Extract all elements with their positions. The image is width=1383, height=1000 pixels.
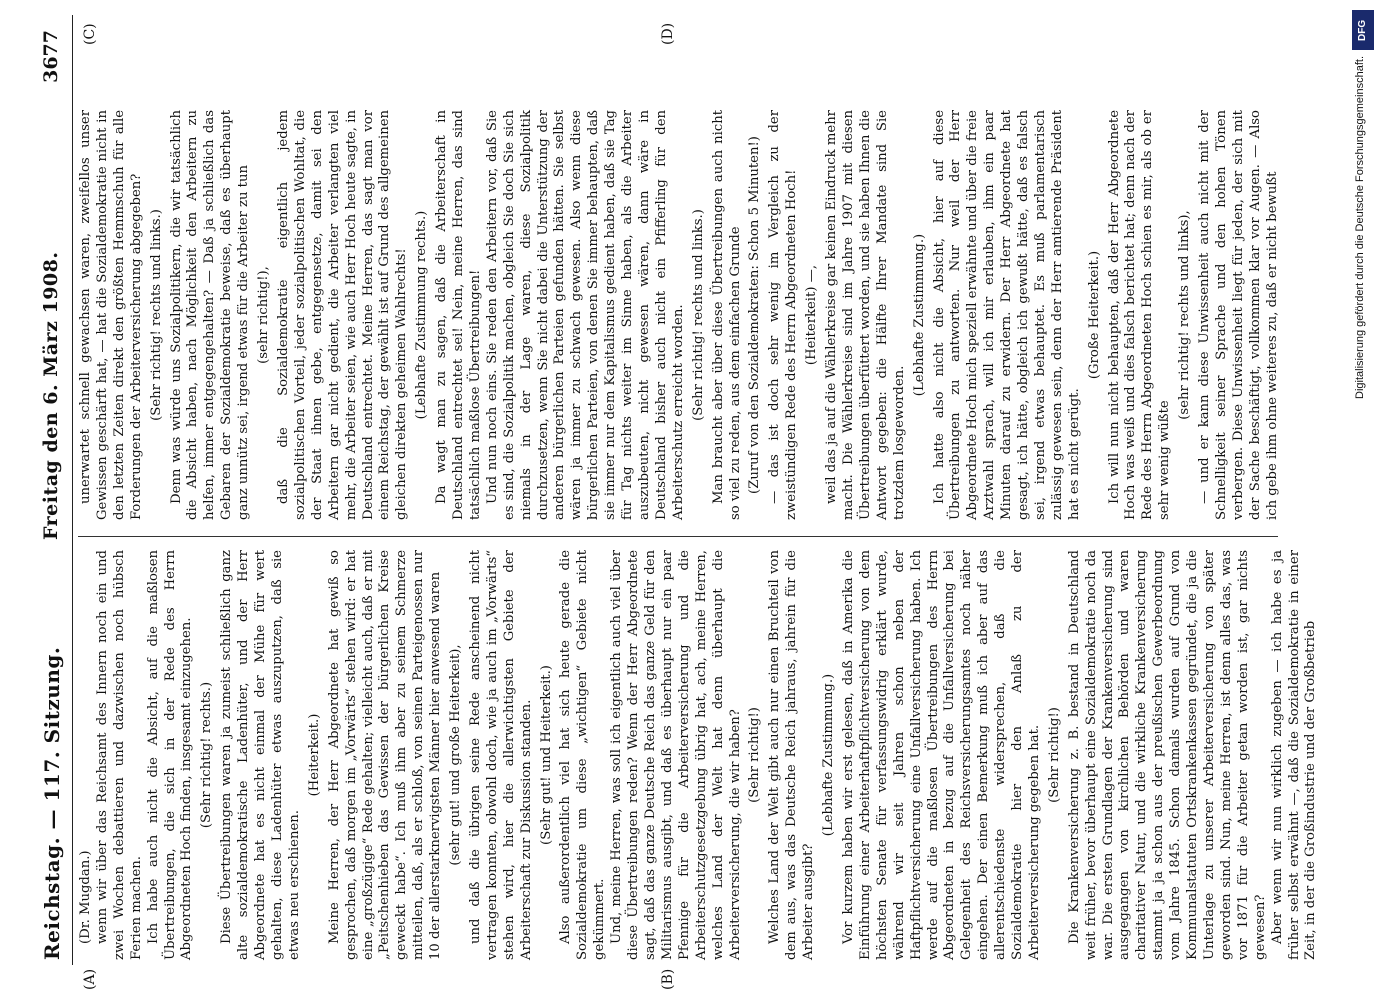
interjection: (sehr richtig! rechts und links), <box>1177 210 1193 420</box>
paragraph: Da wagt man zu sagen, daß die Arbeiterschaft in Deutschland entrechtet sei! Nein, meine Herren, das sind tatsächlich maßlose Übertreibungen! <box>434 110 483 520</box>
paragraph: — das ist doch sehr wenig im Vergleich zu der zweistündigen Rede des Herrn Abgeordneten Hoch! <box>767 110 800 520</box>
header-date: Freitag den 6. März 1908. <box>40 251 62 540</box>
paragraph: — und er kann diese Unwissenheit auch nicht mit der Schnelligkeit seiner Sprache und den hohen Tönen verbergen. Diese Unwissenheit liegt für jeden, der sich mit der Sache beschäftigt, vollkommen klar vor Augen. — Also ich gebe ihm ohne weiteres zu, daß er nicht bewußt <box>1197 110 1280 520</box>
interjection: (Sehr gut! und Heiterkeit.) <box>538 665 554 845</box>
paragraph: Ich habe auch nicht die Absicht, auf die maßlosen Übertreibungen, die sich in der Rede des Herrn Abgeordneten Hoch finden, insgesamt einzugehen. <box>145 550 195 960</box>
paragraph: Man braucht aber über diese Übertreibungen auch nicht so viel zu reden, aus dem einfachen Grunde <box>710 110 743 520</box>
header-page-number: 3677 <box>40 30 62 83</box>
column-divider <box>78 536 1278 537</box>
interjection: (sehr richtig!), <box>256 266 272 364</box>
digitization-notice-text: Digitalisierung gefördert durch die Deutsche Forschungsgemeinschaft. <box>1354 56 1366 400</box>
text-column-left <box>78 550 1320 960</box>
paragraph: Ich will nun nicht behaupten, daß der Herr Abgeordnete Hoch was weiß und dies falsch berichtet hat; denn nach der Rede des Herrn Abgeordneten Hoch schien es mir, als ob er sehr wenig wüßte <box>1106 110 1173 520</box>
text-column-right <box>78 110 1282 520</box>
interjection: (sehr gut! und große Heiterkeit), <box>448 644 464 866</box>
interjection: (Sehr richtig! rechts.) <box>199 681 215 829</box>
header-rule <box>72 15 73 965</box>
paragraph: und daß die übrigen seine Rede anscheinend nicht vertragen konnten, obwohl doch, wie ja auch im „Vorwärts“ stehen wird, hier die allerwichtigsten Gebiete der Arbeiterschaft zur Diskussion standen. <box>467 550 534 960</box>
interjection: (Lebhafte Zustimmung rechts.) <box>414 210 430 420</box>
paragraph: Diese Übertreibungen waren ja zumeist schließlich ganz alte sozialdemokratische Ladenhüter, und der Herr Abgeordnete hat es nicht einmal der Mühe für wert gehalten, diese Ladenhüter etwas auszuputzen, daß sie etwas neu erschienen. <box>219 550 302 960</box>
paragraph: Aber wenn wir nun wirklich zugeben — ich habe es ja früher selbst erwähnt —, daß die Sozialdemokratie in einer Zeit, in der die Großindustrie und der Großbetrieb <box>1269 550 1319 960</box>
paragraph: Vor kurzem haben wir erst gelesen, daß in Amerika die Einführung einer Arbeiterhaftpflichtversicherung von dem höchsten Senate für verfassungswidrig erklärt wurde, während wir seit Jahren schon neben der Haftpflichtversicherung eine Unfallversicherung haben. Ich werde auf die maßlosen Übertreibungen des Herrn Abgeordneten in bezug auf die Unfallversicherung bei Gelegenheit des Reichsversicherungsamtes noch näher eingehen. Der einen Bemerkung muß ich aber auf das allerentschiedenste widersprechen, daß die Sozialdemokratie hier den Anlaß zu der Arbeiterversicherung gegeben hat. <box>840 550 1042 960</box>
paragraph: Denn was würde uns Sozialpolitikern, die wir tatsächlich die Absicht haben, nach Möglichkeit den Arbeitern zu helfen, immer entgegengehalten? — Daß ja schließlich das Gebaren der Sozialdemokratie beweise, daß es überhaupt ganz unnütz sei, irgend etwas für die Arbeiter zu tun <box>168 110 252 520</box>
interjection: (Lebhafte Zustimmung.) <box>911 233 927 397</box>
paragraph: weil das ja auf die Wählerkreise gar keinen Eindruck mehr macht. Die Wählerkreise sind im Jahre 1907 mit diesen Übertreibungen überfüttert worden, und sie haben Ihnen die Antwort gegeben: die Hälfte Ihrer Mandate sind Sie trotzdem losgeworden. <box>824 110 907 520</box>
interjection: (Zuruf von den Sozialdemokraten: Schon 5 Minuten!) <box>747 136 763 494</box>
margin-mark-b: (B) <box>660 968 676 990</box>
interjection: (Sehr richtig!) <box>747 707 763 803</box>
paragraph: Welches Land der Welt gibt auch nur einen Bruchteil von dem aus, was das Deutsche Reich jahraus, jahrein für die Arbeiter ausgibt? <box>767 550 817 960</box>
interjection: (Sehr richtig!) <box>1046 707 1062 803</box>
interjection: (Sehr richtig! rechts und links.) <box>148 209 164 421</box>
paragraph: daß die Sozialdemokratie eigentlich jedem sozialpolitischen Vorteil, jeder sozialpolitischen Wohltat, die der Staat ihnen gebe, entgegensetze, damit sei den Arbeitern gar nicht gedient, die Arbeiter verlangten viel mehr, die Arbeiter seien, wie auch Herr Hoch heute sagte, in Deutschland entrechtet. Meine Herren, das sagt man vor einem Reichstag, der gewählt ist auf Grund des allgemeinen gleichen direkten geheimen Wahlrechts! <box>275 110 410 520</box>
rotated-document-page <box>20 0 1340 1000</box>
interjection: (Sehr richtig! rechts und links.) <box>690 209 706 421</box>
interjection: (Heiterkeit.) <box>306 713 322 797</box>
paragraph: Und nun noch eins. Sie reden den Arbeitern vor, daß Sie es sind, die Sozialpolitik machen, obgleich Sie doch Sie sich niemals in der Lage waren, diese Sozialpolitik durchzusetzen, wenn Sie nicht dabei die Unterstützung der anderen bürgerlichen Parteien gefunden hätten. Sie selbst wären ja immer zu schwach gewesen. Also wenn diese bürgerlichen Parteien, von denen Sie immer behaupten, daß sie immer nur dem Kapitalismus gedient haben, daß sie Tag für Tag nichts weiter im Sinne haben, als die Arbeiter auszubeuten, nicht gewesen wären, dann wäre in Deutschland bisher auch nicht ein Pfifferling für den Arbeiterschutz erreicht worden. <box>484 110 686 520</box>
interjection: (Große Heiterkeit.) <box>1086 250 1102 380</box>
paragraph: unerwartet schnell gewachsen waren, zweifellos unser Gewissen geschärft hat, — hat die Sozialdemokratie nicht in den letzten Zeiten direkt den größten Hemmschuh für alle Forderungen der Arbeiterversicherung abgegeben? <box>78 110 144 520</box>
running-header <box>30 20 70 960</box>
paragraph: Die Krankenversicherung z. B. bestand in Deutschland weit früher, bevor überhaupt eine Sozialdemokratie noch da war. Die ersten Grundlagen der Krankenversicherung sind ausgegangen von kirchlichen Behörden und waren charitativer Natur, und die wirkliche Krankenversicherung stammt ja ja schon aus der preußischen Gewerbeordnung vom Jahre 1845. Schon damals wurden auf Grund von Kommunalstatuten Ortskrankenkassen gegründet, die ja die Unterlage zu unserer Arbeiterversicherung von später geworden sind. Nun, meine Herren, ist denn alles das, was vor 1871 für die Arbeiter getan worden ist, gar nichts gewesen? <box>1066 550 1268 960</box>
paragraph: Also außerordentlich viel hat sich heute gerade die Sozialdemokratie um diese „wichtigen“ Gebiete nicht gekümmert. <box>558 550 608 960</box>
margin-mark-a: (A) <box>82 968 98 990</box>
paragraph: wenn wir über das Reichsamt des Innern noch ein und zwei Wochen debattieren und dazwischen noch hübsch Ferien machen. <box>94 550 144 960</box>
header-session: Reichstag. — 117. Sitzung. <box>40 646 64 960</box>
margin-mark-d: (D) <box>660 22 676 45</box>
interjection: (Heiterkeit) —, <box>804 264 820 366</box>
margin-mark-c: (C) <box>82 23 98 45</box>
paragraph: Und, meine Herren, was soll ich eigentlich auch viel über diese Übertreibungen reden? Wenn der Herr Abgeordnete sagt, daß das ganze Deutsche Reich das ganze Geld für den Militarismus ausgibt, und daß es überhaupt nur ein paar Pfennige für die Arbeiterversicherung und die Arbeiterschutzgesetzgebung übrig hat, ach, meine Herren, welches Land der Welt hat denn überhaupt die Arbeiterversicherung, die wir haben? <box>609 550 743 960</box>
interjection: (Lebhafte Zustimmung.) <box>821 673 837 837</box>
dfg-logo: DFG <box>1352 10 1374 50</box>
paragraph: Ich hatte also nicht die Absicht, hier auf diese Übertreibungen zu antworten. Nur weil der Herr Abgeordnete Hoch mich speziell erwähnte und über die freie Arztwahl sprach, will ich mir erlauben, ihm ein paar Minuten darauf zu erwidern. Der Herr Abgeordnete hat gesagt, ich hätte, obgleich ich gewußt hätte, daß es falsch sei, irgend etwas behauptet. Es muß parlamentarisch zulässig gewesen sein, denn der Herr amtierende Präsident hat es nicht gerügt. <box>931 110 1082 520</box>
paragraph: (Dr. Mugdan.) <box>78 850 93 944</box>
paragraph: Meine Herren, der Herr Abgeordnete hat gewiß so gesprochen, daß morgen im „Vorwärts“ stehen wird: er hat eine „großzügige“ Rede gehalten; vielleicht auch, daß er mit „Peitschenhieben das Gewissen der bürgerlichen Kreise geweckt habe“. Ich muß ihm aber zu seinem Schmerze mitteilen, daß, als er schloß, von seinen Parteigenossen nur 10 der allerstarknervigsten Männer hier anwesend waren <box>326 550 444 960</box>
digitization-notice <box>1350 10 1378 990</box>
